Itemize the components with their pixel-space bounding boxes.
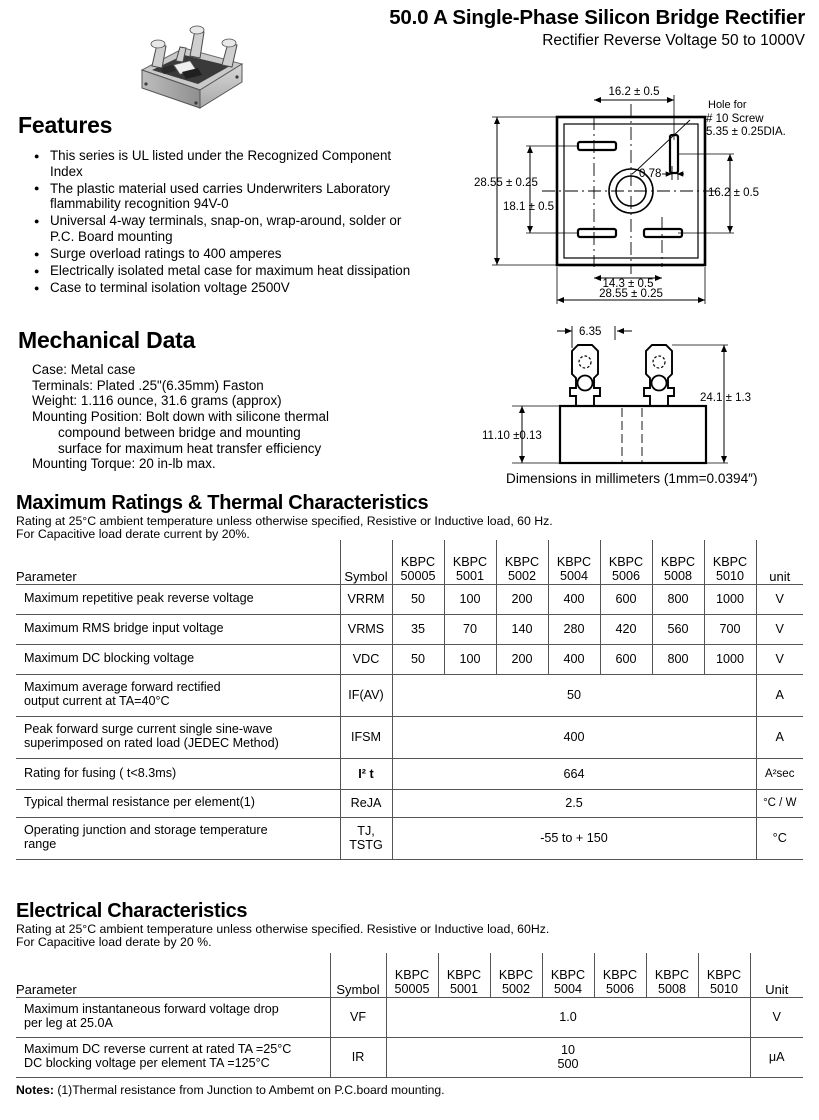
mech-line: Weight: 1.116 ounce, 31.6 grams (approx) <box>32 393 282 409</box>
col-symbol: Symbol <box>340 540 392 584</box>
list-item: ● Case to terminal isolation voltage 2500V <box>50 280 418 296</box>
top-view-drawing <box>472 62 819 314</box>
page-subtitle: Rectifier Reverse Voltage 50 to 1000V <box>542 32 805 49</box>
col-part-6: KBPC 5010 <box>704 540 756 584</box>
dim-left-inner: 18.1 ± 0.5 <box>503 201 555 213</box>
mech-line: compound between bridge and mounting <box>58 424 301 440</box>
row-value: 560 <box>652 614 704 644</box>
row-unit: °C <box>756 817 803 859</box>
row-span-value: 400 <box>392 716 756 758</box>
col-unit: unit <box>756 540 803 584</box>
row-unit: A <box>756 674 803 716</box>
row-value: 35 <box>392 614 444 644</box>
row-value: 420 <box>600 614 652 644</box>
row-symbol: TJ, TSTG <box>340 817 392 859</box>
row-parameter: Operating junction and storage temperature range <box>16 817 340 859</box>
notes-label: Notes: <box>16 1083 54 1097</box>
electrical-note-1: Rating at 25°C ambient temperature unless otherwise specified. Resistive or Inductive load, 60Hz. <box>16 922 550 936</box>
row-span-value: 1.0 <box>386 997 750 1037</box>
features-list <box>28 148 418 297</box>
col-part-3: KBPC 5004 <box>548 540 600 584</box>
row-symbol: VF <box>330 997 386 1037</box>
col-part-1: KBPC 5001 <box>444 540 496 584</box>
col-part-0: KBPC 50005 <box>392 540 444 584</box>
row-value: 700 <box>704 614 756 644</box>
col-part-2: KBPC 5002 <box>490 953 542 997</box>
col-part-4: KBPC 5006 <box>600 540 652 584</box>
table-row <box>16 1037 803 1077</box>
table-row <box>16 614 803 644</box>
table-row <box>16 817 803 859</box>
row-span-value: 50 <box>392 674 756 716</box>
row-value: 140 <box>496 614 548 644</box>
dim-bottom-inner: 14.3 ± 0.5 <box>602 278 654 290</box>
table-row <box>16 997 803 1037</box>
mech-line: Mounting Position: Bolt down with silicone thermal <box>32 409 329 425</box>
col-parameter: Parameter <box>16 953 330 997</box>
electrical-section <box>0 900 819 950</box>
row-parameter: Peak forward surge current single sine-wave superimposed on rated load (JEDEC Method) <box>16 716 340 758</box>
row-symbol: VRMS <box>340 614 392 644</box>
table-row <box>16 789 803 817</box>
row-value: 280 <box>548 614 600 644</box>
row-span-value: -55 to + 150 <box>392 817 756 859</box>
row-span-value: 2.5 <box>392 789 756 817</box>
row-value: 100 <box>444 584 496 614</box>
row-parameter: Typical thermal resistance per element(1) <box>16 789 340 817</box>
list-item: ● Surge overload ratings to 400 amperes <box>50 246 418 262</box>
mechanical-data-heading: Mechanical Data <box>18 327 196 353</box>
row-value: 1000 <box>704 644 756 674</box>
row-symbol: ReJA <box>340 789 392 817</box>
dim-body-height: 11.10 ±0.13 <box>482 430 542 442</box>
notes-text: (1)Thermal resistance from Junction to Ambemt on P.C.board mounting. <box>57 1083 445 1097</box>
row-unit: °C / W <box>756 789 803 817</box>
row-unit: V <box>750 997 803 1037</box>
row-value: 400 <box>548 584 600 614</box>
table-header-row <box>16 953 803 997</box>
dim-left-outer: 28.55 ± 0.25 <box>474 177 538 189</box>
col-part-1: KBPC 5001 <box>438 953 490 997</box>
notes <box>16 1083 445 1097</box>
row-parameter: Maximum repetitive peak reverse voltage <box>16 584 340 614</box>
row-parameter: Maximum average forward rectified output current at TA=40°C <box>16 674 340 716</box>
row-value: 800 <box>652 584 704 614</box>
col-part-2: KBPC 5002 <box>496 540 548 584</box>
row-parameter: Maximum RMS bridge input voltage <box>16 614 340 644</box>
dim-bottom-outer: 28.55 ± 0.25 <box>599 288 663 300</box>
row-unit: V <box>756 614 803 644</box>
row-unit: V <box>756 644 803 674</box>
table-header-row <box>16 540 803 584</box>
row-value: 600 <box>600 584 652 614</box>
table-row <box>16 584 803 614</box>
table-row <box>16 716 803 758</box>
mech-line: Case: Metal case <box>32 362 136 377</box>
callout-hole-for: Hole for <box>708 99 747 111</box>
row-symbol: IR <box>330 1037 386 1077</box>
mech-line: Terminals: Plated .25"(6.35mm) Faston <box>32 377 264 393</box>
col-part-3: KBPC 5004 <box>542 953 594 997</box>
dim-right: 16.2 ± 0.5 <box>708 187 760 199</box>
row-value: 1000 <box>704 584 756 614</box>
row-parameter: Rating for fusing ( t<8.3ms) <box>16 758 340 789</box>
row-value: 800 <box>652 644 704 674</box>
row-parameter: Maximum DC reverse current at rated TA =25°C DC blocking voltage per element TA =125°C <box>16 1037 330 1077</box>
row-span-value: 10 500 <box>386 1037 750 1077</box>
dim-top: 16.2 ± 0.5 <box>608 86 660 98</box>
col-symbol: Symbol <box>330 953 386 997</box>
col-part-4: KBPC 5006 <box>594 953 646 997</box>
max-ratings-note-1: Rating at 25°C ambient temperature unless otherwise specified, Resistive or Inductive load, 60 Hz. <box>16 514 553 528</box>
row-value: 100 <box>444 644 496 674</box>
row-symbol: I² t <box>340 758 392 789</box>
list-item: ● Electrically isolated metal case for maximum heat dissipation <box>50 263 418 279</box>
electrical-note-2: For Capacitive load derate by 20 %. <box>16 935 212 950</box>
mech-line: Mounting Torque: 20 in-lb max. <box>32 456 216 472</box>
row-value: 400 <box>548 644 600 674</box>
row-value: 600 <box>600 644 652 674</box>
col-part-5: KBPC 5008 <box>646 953 698 997</box>
row-unit: A²sec <box>756 758 803 789</box>
dim-slot-width: 0.78 <box>639 168 662 180</box>
table-row <box>16 674 803 716</box>
max-ratings-section <box>0 492 819 542</box>
row-value: 200 <box>496 644 548 674</box>
col-parameter: Parameter <box>16 540 340 584</box>
row-unit: V <box>756 584 803 614</box>
col-part-0: KBPC 50005 <box>386 953 438 997</box>
product-photo <box>122 8 272 118</box>
list-item: ● This series is UL listed under the Recognized Component Index <box>50 148 418 179</box>
row-symbol: VDC <box>340 644 392 674</box>
row-value: 50 <box>392 584 444 614</box>
callout-screw: # 10 Screw <box>706 113 764 125</box>
features-heading: Features <box>18 112 113 138</box>
electrical-title: Electrical Characteristics <box>16 900 248 922</box>
row-symbol: IF(AV) <box>340 674 392 716</box>
row-symbol: IFSM <box>340 716 392 758</box>
col-unit: Unit <box>750 953 803 997</box>
page-title: 50.0 A Single-Phase Silicon Bridge Rectifier <box>389 6 805 29</box>
electrical-table <box>16 953 803 1078</box>
row-parameter: Maximum instantaneous forward voltage drop per leg at 25.0A <box>16 997 330 1037</box>
row-value: 70 <box>444 614 496 644</box>
col-part-6: KBPC 5010 <box>698 953 750 997</box>
max-ratings-note-2: For Capacitive load derate current by 20%. <box>16 527 250 542</box>
drawing-caption: Dimensions in millimeters (1mm=0.0394″) <box>506 471 758 486</box>
max-ratings-table <box>16 540 803 860</box>
table-row <box>16 644 803 674</box>
row-value: 50 <box>392 644 444 674</box>
row-symbol: VRRM <box>340 584 392 614</box>
side-view-drawing <box>472 318 819 488</box>
row-unit: A <box>756 716 803 758</box>
col-part-5: KBPC 5008 <box>652 540 704 584</box>
max-ratings-title: Maximum Ratings & Thermal Characteristics <box>16 492 429 514</box>
table-row <box>16 758 803 789</box>
list-item: ● Universal 4-way terminals, snap-on, wrap-around, solder or P.C. Board mounting <box>50 213 418 244</box>
dim-height-total: 24.1 ± 1.3 <box>700 392 752 404</box>
row-value: 200 <box>496 584 548 614</box>
row-parameter: Maximum DC blocking voltage <box>16 644 340 674</box>
callout-dia: 5.35 ± 0.25DIA. <box>706 126 786 138</box>
list-item: ● The plastic material used carries Underwriters Laboratory flammability recognition 94V-0 <box>50 181 418 212</box>
row-span-value: 664 <box>392 758 756 789</box>
mech-line: surface for maximum heat transfer efficiency <box>58 440 322 456</box>
mechanical-data-body <box>32 362 432 472</box>
row-unit: μA <box>750 1037 803 1077</box>
dim-terminal-width: 6.35 <box>579 326 602 338</box>
